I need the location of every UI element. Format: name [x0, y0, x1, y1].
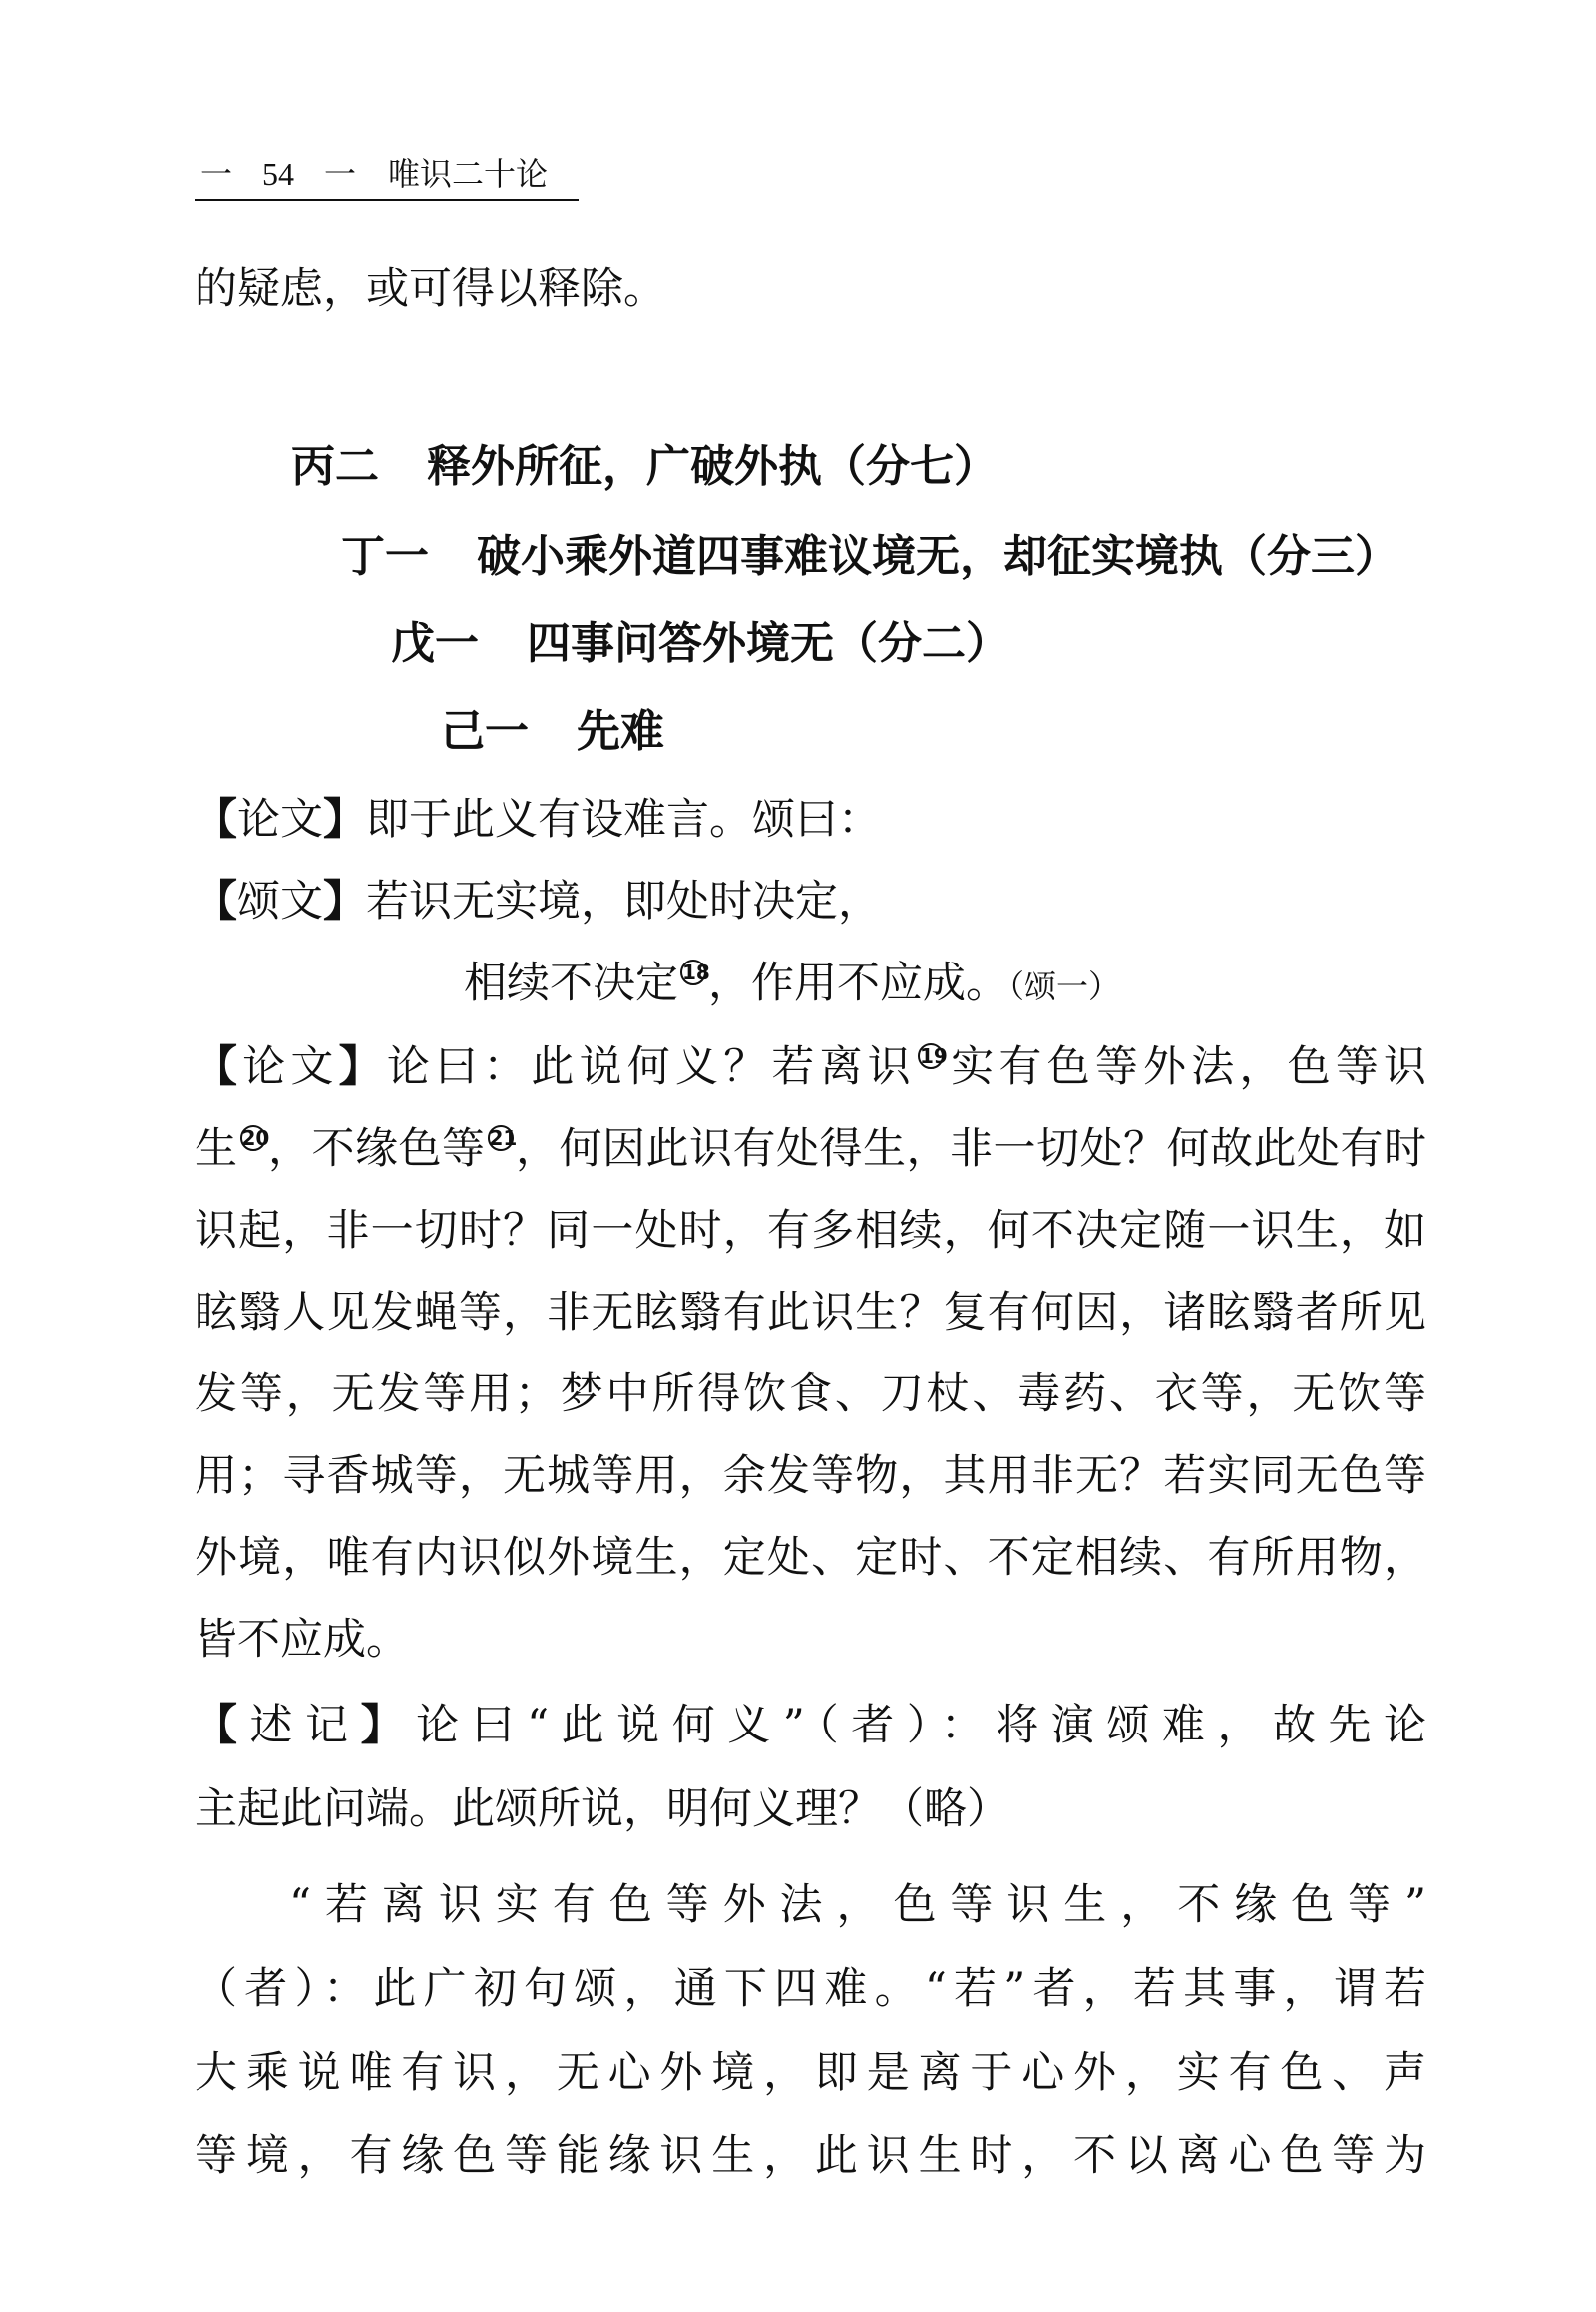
section-tag: 【颂文】	[195, 877, 366, 927]
section-tag: 【述记】	[195, 1701, 417, 1750]
page-number: 54	[262, 156, 294, 192]
header-dash-right: 一	[323, 155, 356, 193]
songwen-line-2	[464, 954, 1362, 1016]
heading-text: 四事问答外境无（分二）	[527, 618, 1009, 669]
shuji-line-1: 【述记】论曰“此说何义”（者）：将演颂难，故先论	[195, 1701, 1427, 1750]
heading-text: 破小乘外道四事难议境无，却征实境执（分三）	[477, 531, 1398, 581]
heading-wu-yi	[391, 614, 1009, 674]
lunwen-2-line-8: 皆不应成。	[195, 1615, 409, 1665]
lunwen-2-line-6: 用；寻香城等，无城等用，余发等物，其用非无？若实同无色等	[195, 1451, 1426, 1501]
heading-text: 先难	[577, 706, 664, 757]
lunwen-text: 即于此义有设难言。颂曰：	[366, 795, 881, 845]
footnote-marker: 20	[241, 1126, 270, 1150]
shuji-line-5: 大乘说唯有识，无心外境，即是离于心外，实有色、声	[195, 2048, 1426, 2098]
section-tag: 【论文】	[195, 1042, 387, 1092]
songwen-line-1	[195, 872, 1426, 932]
footnote-marker: 18	[682, 961, 710, 984]
lunwen-2-line-1: 【论文】论曰：此说何义？若离识 $^{19}$实有色等外法，色等识	[195, 1042, 1427, 1092]
lunwen-2-line-3: 识起，非一切时？同一处时，有多相续，何不决定随一识生，如	[195, 1206, 1426, 1256]
footnote-marker: 19	[920, 1044, 948, 1068]
shuji-line-3: “若离识实有色等外法，色等识生，不缘色等”	[289, 1880, 1426, 1930]
heading-label: 丁一	[341, 531, 429, 581]
footnote-marker: 21	[489, 1126, 518, 1150]
heading-label: 戊一	[391, 618, 479, 669]
lunwen-2-line-2: 生 $^{20}$，不缘色等 $^{21}$，何因此识有处得生，非一切处？何故此处有时	[195, 1124, 1426, 1174]
lunwen-2-line-7: 外境，唯有内识似外境生，定处、定时、不定相续、有所用物，	[195, 1533, 1426, 1583]
lunwen-2-line-4: 眩翳人见发蝇等，非无眩翳有此识生？复有何因，诸眩翳者所见	[195, 1288, 1426, 1338]
heading-text: 释外所征，广破外执（分七）	[427, 441, 998, 492]
shuji-line-2: 主起此问端。此颂所说，明何义理？（略）	[195, 1784, 1009, 1834]
shuji-line-6: 等境，有缘色等能缘识生，此识生时，不以离心色等为	[195, 2131, 1426, 2181]
book-title: 唯识二十论	[388, 155, 549, 193]
header-dash-left: 一	[200, 155, 232, 193]
verse-line-2a: 相续不决定	[464, 959, 678, 1008]
verse-line-1: 若识无实境，即处时决定，	[366, 877, 881, 927]
heading-ding-yi	[341, 527, 1398, 586]
verse-line-2b: ，作用不应成。	[708, 959, 1008, 1008]
lunwen-paragraph-1	[195, 790, 1426, 850]
lunwen-2-line-5: 发等，无发等用；梦中所得饮食、刀杖、毒药、衣等，无饮等	[195, 1369, 1426, 1419]
heading-label: 丙二	[291, 441, 379, 492]
verse-note: （颂一）	[1008, 967, 1121, 1005]
heading-ji-yi	[441, 702, 664, 762]
heading-bing-er	[291, 437, 998, 497]
section-tag: 【论文】	[195, 795, 366, 845]
heading-label: 己一	[441, 706, 529, 757]
continuation-text: 的疑虑，或可得以释除。	[195, 264, 666, 314]
page-header	[195, 152, 579, 201]
shuji-line-4: （者）：此广初句颂，通下四难。“若”者，若其事，谓若	[195, 1964, 1426, 2014]
